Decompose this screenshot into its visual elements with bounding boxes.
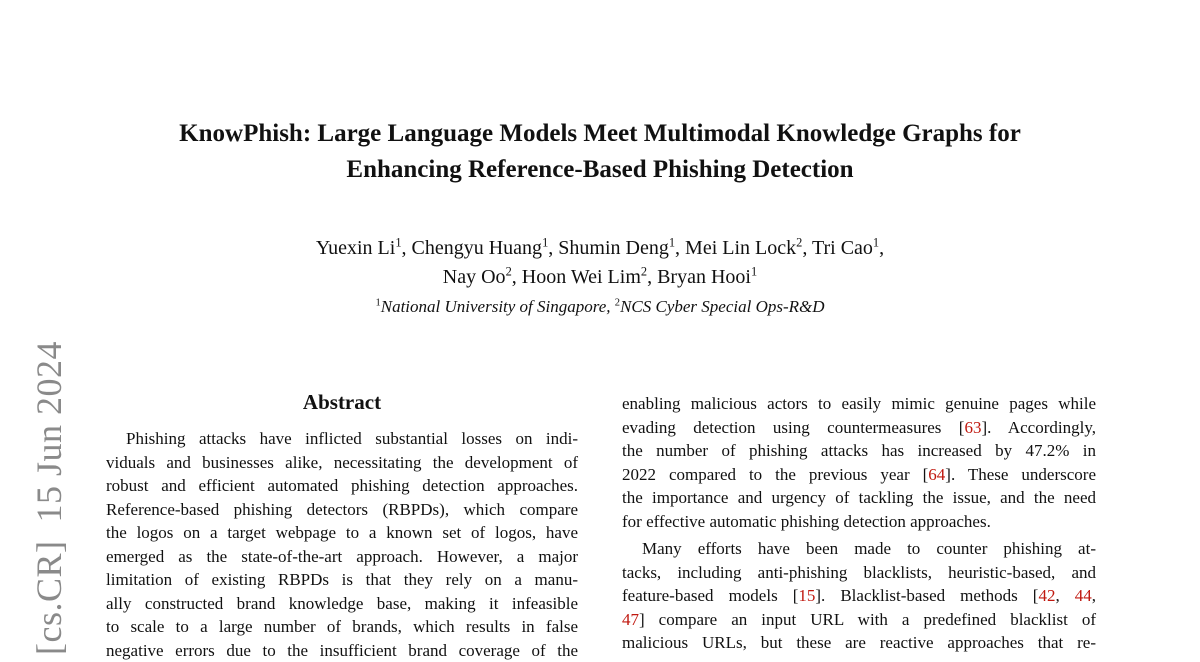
author-name: Tri Cao — [812, 237, 873, 259]
text-line: enabling malicious actors to easily mimic genuine pages while — [622, 392, 1096, 416]
abstract-line: robust and efficient automated phishing detection approaches. — [106, 474, 578, 498]
abstract-heading: Abstract — [106, 388, 578, 416]
affiliation-mark: 2 — [641, 264, 647, 278]
abstract-line: negative errors due to the insufficient brand coverage of the — [106, 639, 578, 662]
arxiv-category: [cs.CR] — [29, 541, 69, 656]
abstract-body — [106, 427, 578, 662]
text-line: tacks, including anti-phishing blacklists, heuristic-based, and — [622, 561, 1096, 585]
abstract-line: to scale to a large number of brands, which results in false — [106, 615, 578, 639]
paper-title — [0, 116, 1200, 188]
citation-link[interactable]: 42 — [1038, 586, 1055, 605]
affiliation-mark: 1 — [751, 264, 757, 278]
text-line: the importance and urgency of tackling the issue, and the need — [622, 486, 1096, 510]
arxiv-sidebar-stamp — [28, 341, 70, 655]
abstract-line: ally constructed brand knowledge base, making it infeasible — [106, 592, 578, 616]
affiliation-name: NCS Cyber Special Ops-R&D — [620, 297, 824, 316]
intro-paragraph-2 — [622, 537, 1096, 655]
affiliation-mark: 2 — [506, 264, 512, 278]
affiliation-mark: 1 — [669, 235, 675, 249]
citation-link[interactable]: 63 — [964, 418, 981, 437]
author-list — [0, 234, 1200, 292]
text-line: feature-based models [15]. Blacklist-based methods [42, 44, — [622, 584, 1096, 608]
text-line: the number of phishing attacks has increased by 47.2% in — [622, 439, 1096, 463]
title-line-2: Enhancing Reference-Based Phishing Detection — [0, 152, 1200, 188]
affiliation-name: National University of Singapore, — [381, 297, 611, 316]
affiliation-mark: 1 — [542, 235, 548, 249]
abstract-line: limitation of existing RBPDs is that they rely on a manu- — [106, 568, 578, 592]
affiliation-mark: 2 — [615, 297, 620, 308]
introduction-text — [622, 392, 1096, 655]
author-name: Hoon Wei Lim — [522, 266, 641, 288]
author-name: Bryan Hooi — [657, 266, 751, 288]
affiliation-mark: 1 — [395, 235, 401, 249]
author-name: Chengyu Huang — [412, 237, 543, 259]
abstract-line: viduals and businesses alike, necessitating the development of — [106, 451, 578, 475]
text-line: malicious URLs, but these are reactive approaches that re- — [622, 631, 1096, 655]
author-name: Shumin Deng — [558, 237, 669, 259]
author-name: Yuexin Li — [316, 237, 395, 259]
affiliation-mark: 1 — [873, 235, 879, 249]
intro-paragraph-1 — [622, 392, 1096, 533]
text-line: 47] compare an input URL with a predefined blacklist of — [622, 608, 1096, 632]
citation-link[interactable]: 15 — [798, 586, 815, 605]
abstract-line: Phishing attacks have inflicted substantial losses on indi- — [106, 427, 578, 451]
citation-link[interactable]: 44 — [1075, 586, 1092, 605]
affiliation-mark: 2 — [796, 235, 802, 249]
author-line-1: Yuexin Li$^1$, Chengyu Huang$^1$, Shumin Deng$^1$, Mei Lin Lock$^2$, Tri Cao$^1$, — [0, 234, 1200, 263]
text-line: evading detection using countermeasures [63]. Accordingly, — [622, 416, 1096, 440]
title-line-1: KnowPhish: Large Language Models Meet Multimodal Knowledge Graphs for — [0, 116, 1200, 152]
author-line-2: Nay Oo$^2$, Hoon Wei Lim$^2$, Bryan Hooi$^1$ — [0, 263, 1200, 292]
author-name: Mei Lin Lock — [685, 237, 796, 259]
text-line: 2022 compared to the previous year [64]. These underscore — [622, 463, 1096, 487]
citation-link[interactable]: 47 — [622, 610, 639, 629]
abstract-line: the logos on a target webpage to a known set of logos, have — [106, 521, 578, 545]
arxiv-date: 15 Jun 2024 — [29, 341, 69, 523]
text-line: Many efforts have been made to counter phishing at- — [622, 537, 1096, 561]
affiliations — [0, 296, 1200, 318]
text-line: for effective automatic phishing detection approaches. — [622, 510, 1096, 534]
citation-link[interactable]: 64 — [928, 465, 945, 484]
author-name: Nay Oo — [443, 266, 506, 288]
abstract-line: Reference-based phishing detectors (RBPDs), which compare — [106, 498, 578, 522]
abstract-line: emerged as the state-of-the-art approach. However, a major — [106, 545, 578, 569]
affiliation-mark: 1 — [375, 297, 380, 308]
